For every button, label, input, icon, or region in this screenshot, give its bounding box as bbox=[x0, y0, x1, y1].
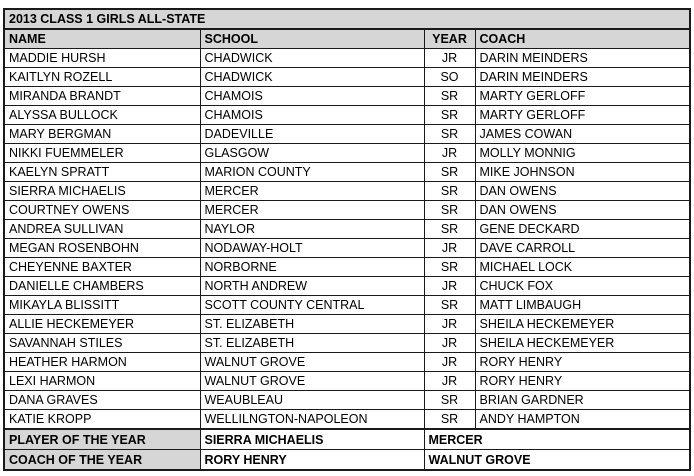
player-name-cell: NIKKI FUEMMELER bbox=[4, 144, 200, 163]
table-row bbox=[4, 296, 690, 315]
year-cell: SR bbox=[424, 410, 475, 430]
school-cell: WALNUT GROVE bbox=[200, 353, 424, 372]
table-row bbox=[4, 372, 690, 391]
school-cell: WALNUT GROVE bbox=[200, 372, 424, 391]
year-cell: JR bbox=[424, 277, 475, 296]
school-cell: CHADWICK bbox=[200, 49, 424, 68]
player-name-cell: KATIE KROPP bbox=[4, 410, 200, 430]
year-cell: SR bbox=[424, 87, 475, 106]
column-header-name: NAME bbox=[4, 29, 200, 49]
coach-cell: MATT LIMBAUGH bbox=[475, 296, 690, 315]
table-row bbox=[4, 277, 690, 296]
coach-cell: RORY HENRY bbox=[475, 353, 690, 372]
year-cell: SR bbox=[424, 391, 475, 410]
school-cell: CHAMOIS bbox=[200, 106, 424, 125]
coach-cell: DAVE CARROLL bbox=[475, 239, 690, 258]
table-row bbox=[4, 334, 690, 353]
column-header-year: YEAR bbox=[424, 29, 475, 49]
coach-cell: BRIAN GARDNER bbox=[475, 391, 690, 410]
table-row bbox=[4, 49, 690, 68]
coach-cell: MOLLY MONNIG bbox=[475, 144, 690, 163]
coach-cell: MARTY GERLOFF bbox=[475, 87, 690, 106]
table-row bbox=[4, 353, 690, 372]
table-row bbox=[4, 391, 690, 410]
award-label: COACH OF THE YEAR bbox=[4, 450, 200, 471]
column-header-school: SCHOOL bbox=[200, 29, 424, 49]
player-name-cell: MEGAN ROSENBOHN bbox=[4, 239, 200, 258]
school-cell: WELLILNGTON-NAPOLEON bbox=[200, 410, 424, 430]
year-cell: SO bbox=[424, 68, 475, 87]
coach-cell: ANDY HAMPTON bbox=[475, 410, 690, 430]
school-cell: MERCER bbox=[200, 182, 424, 201]
table-row bbox=[4, 258, 690, 277]
year-cell: SR bbox=[424, 296, 475, 315]
school-cell: NORTH ANDREW bbox=[200, 277, 424, 296]
coach-cell: RORY HENRY bbox=[475, 372, 690, 391]
award-school: WALNUT GROVE bbox=[424, 450, 690, 471]
table-row bbox=[4, 220, 690, 239]
column-header-coach: COACH bbox=[475, 29, 690, 49]
award-name: SIERRA MICHAELIS bbox=[200, 429, 424, 450]
school-cell: MARION COUNTY bbox=[200, 163, 424, 182]
coach-cell: MICHAEL LOCK bbox=[475, 258, 690, 277]
table-row bbox=[4, 68, 690, 87]
table-row bbox=[4, 410, 690, 430]
player-name-cell: ALLIE HECKEMEYER bbox=[4, 315, 200, 334]
player-name-cell: DANIELLE CHAMBERS bbox=[4, 277, 200, 296]
coach-cell: DARIN MEINDERS bbox=[475, 49, 690, 68]
year-cell: JR bbox=[424, 315, 475, 334]
year-cell: JR bbox=[424, 372, 475, 391]
all-state-sheet bbox=[3, 8, 689, 471]
table-row bbox=[4, 163, 690, 182]
all-state-table bbox=[3, 8, 691, 471]
year-cell: JR bbox=[424, 49, 475, 68]
table-row bbox=[4, 87, 690, 106]
school-cell: CHADWICK bbox=[200, 68, 424, 87]
year-cell: JR bbox=[424, 353, 475, 372]
player-name-cell: SIERRA MICHAELIS bbox=[4, 182, 200, 201]
player-name-cell: SAVANNAH STILES bbox=[4, 334, 200, 353]
coach-cell: DARIN MEINDERS bbox=[475, 68, 690, 87]
year-cell: JR bbox=[424, 239, 475, 258]
year-cell: SR bbox=[424, 182, 475, 201]
player-name-cell: KAITLYN ROZELL bbox=[4, 68, 200, 87]
coach-cell: DAN OWENS bbox=[475, 182, 690, 201]
table-row bbox=[4, 106, 690, 125]
award-rows bbox=[4, 429, 690, 470]
table-row bbox=[4, 144, 690, 163]
award-row-player bbox=[4, 429, 690, 450]
coach-cell: CHUCK FOX bbox=[475, 277, 690, 296]
player-name-cell: MADDIE HURSH bbox=[4, 49, 200, 68]
table-row bbox=[4, 239, 690, 258]
school-cell: NAYLOR bbox=[200, 220, 424, 239]
coach-cell: MARTY GERLOFF bbox=[475, 106, 690, 125]
player-name-cell: MARY BERGMAN bbox=[4, 125, 200, 144]
school-cell: ST. ELIZABETH bbox=[200, 315, 424, 334]
year-cell: SR bbox=[424, 258, 475, 277]
year-cell: SR bbox=[424, 163, 475, 182]
coach-cell: DAN OWENS bbox=[475, 201, 690, 220]
player-name-cell: KAELYN SPRATT bbox=[4, 163, 200, 182]
player-rows bbox=[4, 49, 690, 430]
player-name-cell: COURTNEY OWENS bbox=[4, 201, 200, 220]
table-row bbox=[4, 315, 690, 334]
table-title: 2013 CLASS 1 GIRLS ALL-STATE bbox=[4, 9, 690, 29]
player-name-cell: MIRANDA BRANDT bbox=[4, 87, 200, 106]
player-name-cell: DANA GRAVES bbox=[4, 391, 200, 410]
award-school: MERCER bbox=[424, 429, 690, 450]
award-row-coach bbox=[4, 450, 690, 471]
player-name-cell: MIKAYLA BLISSITT bbox=[4, 296, 200, 315]
school-cell: MERCER bbox=[200, 201, 424, 220]
year-cell: SR bbox=[424, 220, 475, 239]
year-cell: JR bbox=[424, 144, 475, 163]
player-name-cell: LEXI HARMON bbox=[4, 372, 200, 391]
year-cell: SR bbox=[424, 125, 475, 144]
coach-cell: SHEILA HECKEMEYER bbox=[475, 334, 690, 353]
player-name-cell: HEATHER HARMON bbox=[4, 353, 200, 372]
year-cell: SR bbox=[424, 106, 475, 125]
player-name-cell: ANDREA SULLIVAN bbox=[4, 220, 200, 239]
year-cell: SR bbox=[424, 201, 475, 220]
year-cell: JR bbox=[424, 334, 475, 353]
header-row bbox=[4, 29, 690, 49]
coach-cell: GENE DECKARD bbox=[475, 220, 690, 239]
school-cell: GLASGOW bbox=[200, 144, 424, 163]
player-name-cell: ALYSSA BULLOCK bbox=[4, 106, 200, 125]
coach-cell: SHEILA HECKEMEYER bbox=[475, 315, 690, 334]
award-label: PLAYER OF THE YEAR bbox=[4, 429, 200, 450]
coach-cell: JAMES COWAN bbox=[475, 125, 690, 144]
title-row bbox=[4, 9, 690, 29]
table-row bbox=[4, 201, 690, 220]
table-row bbox=[4, 182, 690, 201]
school-cell: WEAUBLEAU bbox=[200, 391, 424, 410]
award-name: RORY HENRY bbox=[200, 450, 424, 471]
coach-cell: MIKE JOHNSON bbox=[475, 163, 690, 182]
school-cell: DADEVILLE bbox=[200, 125, 424, 144]
school-cell: CHAMOIS bbox=[200, 87, 424, 106]
school-cell: SCOTT COUNTY CENTRAL bbox=[200, 296, 424, 315]
school-cell: NODAWAY-HOLT bbox=[200, 239, 424, 258]
player-name-cell: CHEYENNE BAXTER bbox=[4, 258, 200, 277]
school-cell: NORBORNE bbox=[200, 258, 424, 277]
school-cell: ST. ELIZABETH bbox=[200, 334, 424, 353]
table-row bbox=[4, 125, 690, 144]
